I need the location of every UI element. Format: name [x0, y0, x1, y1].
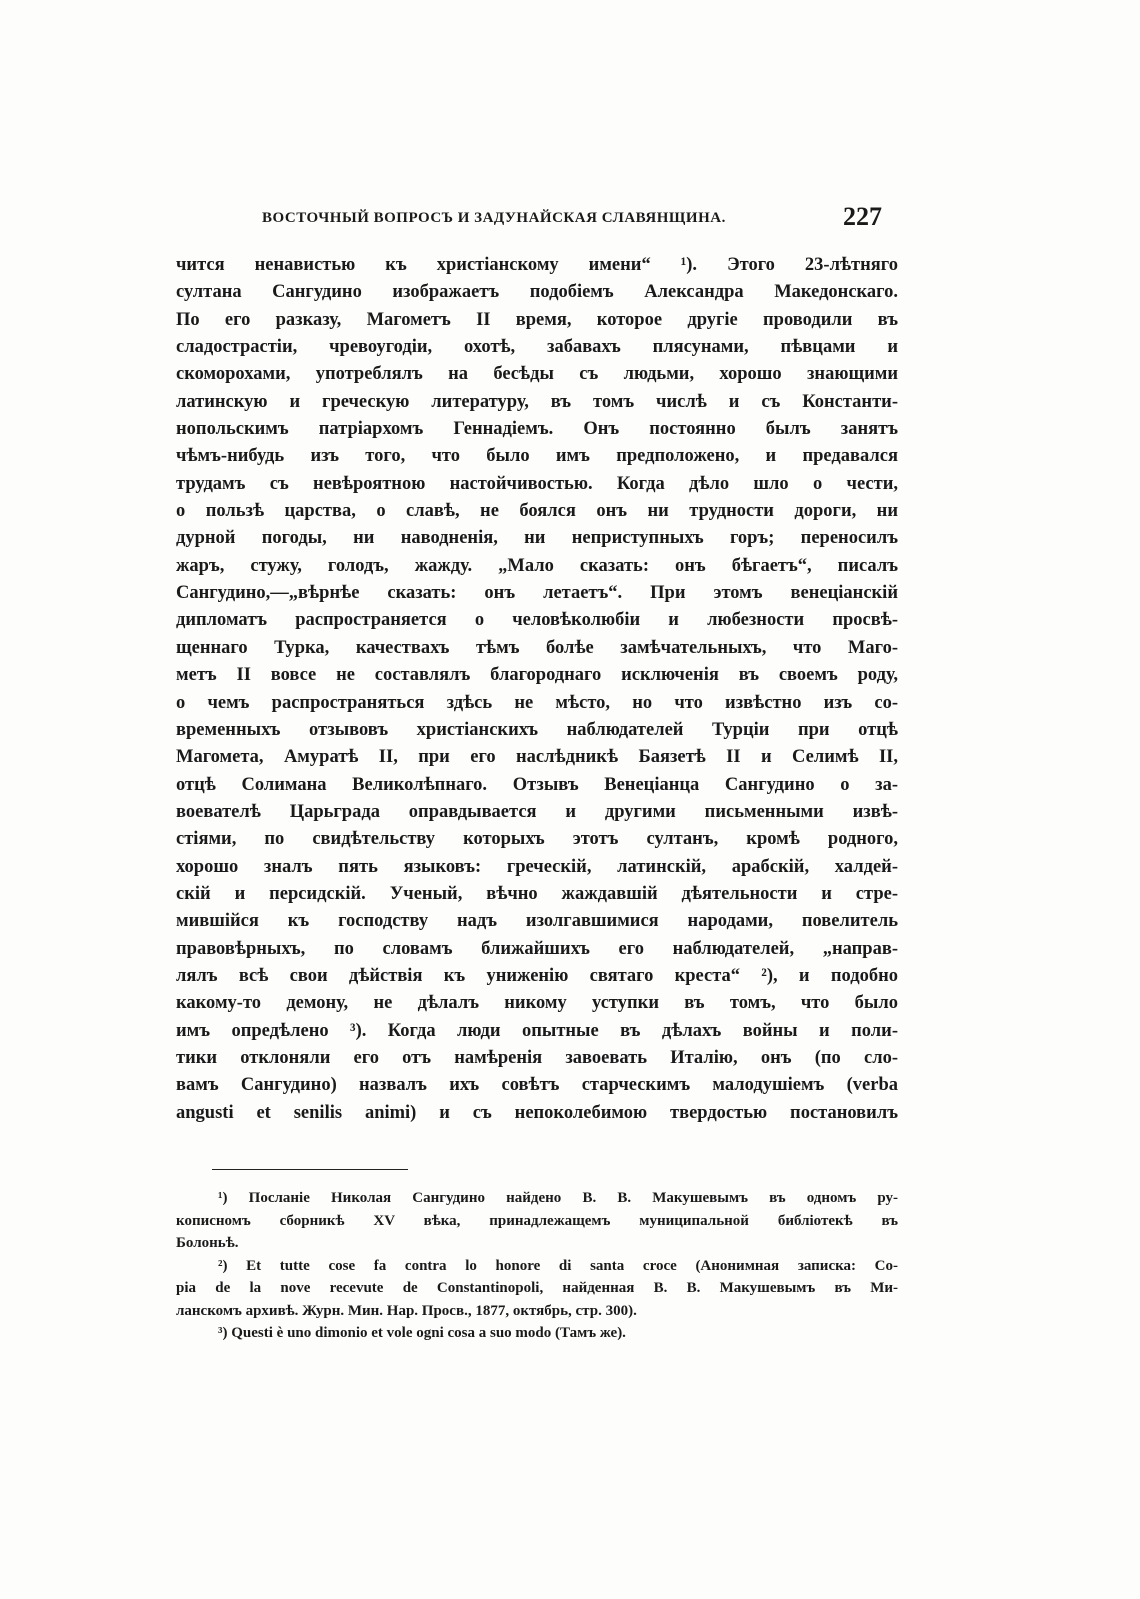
- running-head: [176, 202, 896, 232]
- body-line: лялъ всѣ свои дѣйствія къ униженію святаго креста“ ²), и подобно: [176, 965, 898, 986]
- body-line: Магомета, Амуратѣ II, при его наслѣдникѣ Баязетѣ II и Селимѣ II,: [176, 747, 898, 768]
- footnote-1-line: Болоньѣ.: [176, 1235, 239, 1251]
- body-line: чѣмъ-нибудь изъ того, что было имъ предположено, и предавался: [176, 446, 898, 467]
- body-line: щеннаго Турка, качествахъ тѣмъ болѣе замѣчательныхъ, что Маго-: [176, 637, 898, 658]
- body-line: какому-то демону, не дѣлалъ никому уступки въ томъ, что было: [176, 993, 898, 1014]
- body-line: метъ II вовсе не составлялъ благороднаго исключенія въ своемъ роду,: [176, 665, 898, 686]
- footnote-2-line: ланскомъ архивѣ. Журн. Мин. Нар. Просв., 1877, октябрь, стр. 300).: [176, 1302, 637, 1319]
- body-line: о чемъ распространяться здѣсь не мѣсто, но что извѣстно изъ со-: [176, 692, 898, 713]
- body-line: стіями, по свидѣтельству которыхъ этотъ султанъ, кромѣ родного,: [176, 829, 898, 850]
- body-line: чится ненавистью къ христіанскому имени“ ¹). Этого 23-лѣтняго: [176, 255, 898, 275]
- body-line: султана Сангудино изображаетъ подобіемъ Александра Македонскаго.: [176, 282, 898, 303]
- running-title: ВОСТОЧНЫЙ ВОПРОСЪ И ЗАДУНАЙСКАЯ СЛАВЯНЩИНА.: [262, 210, 726, 226]
- footnotes: [176, 1187, 898, 1345]
- body-text: [176, 252, 898, 1127]
- footnote-1-line: кописномъ сборникѣ XV вѣка, принадлежащемъ муниципальной библіотекѣ въ: [176, 1212, 898, 1229]
- footnote-3-line: ³) Questi è uno dimonio et vole ogni cosa a suo modo (Тамъ же).: [218, 1325, 626, 1341]
- body-line: дипломатъ распространяется о человѣколюбіи и любезности просвѣ-: [176, 610, 898, 631]
- page-number: 227: [843, 202, 882, 231]
- body-line: трудамъ съ невѣроятною настойчивостью. Когда дѣло шло о чести,: [176, 473, 898, 494]
- body-line: латинскую и греческую литературу, въ томъ числѣ и съ Константи-: [176, 391, 898, 412]
- body-line: отцѣ Солимана Великолѣпнаго. Отзывъ Венеціанца Сангудино о за-: [176, 774, 898, 795]
- body-line: нопольскимъ патріархомъ Геннадіемъ. Онъ постоянно былъ занятъ: [176, 419, 898, 440]
- body-line: имъ опредѣлено ³). Когда люди опытные въ дѣлахъ войны и поли-: [176, 1020, 898, 1041]
- body-line: скій и персидскій. Ученый, вѣчно жаждавшій дѣятельности и стре-: [176, 883, 898, 904]
- body-line: правовѣрныхъ, по словамъ ближайшихъ его наблюдателей, „направ-: [176, 938, 898, 959]
- body-line: дурной погоды, ни наводненія, ни неприступныхъ горъ; переносилъ: [176, 528, 898, 549]
- body-line: о пользѣ царства, о славѣ, не боялся онъ ни трудности дороги, ни: [176, 501, 898, 522]
- footnote-2-line: pia de la nove recevute de Constantinopoli, найденная В. В. Макушевымъ въ Ми-: [176, 1280, 898, 1296]
- body-line: сладострастіи, чревоугодіи, охотѣ, забавахъ плясунами, пѣвцами и: [176, 337, 898, 358]
- body-line: мившійся къ господству надъ изолгавшимися народами, повелитель: [176, 911, 898, 932]
- footnote-1-line: ¹) Посланіе Николая Сангудино найдено В. В. Макушевымъ въ одномъ ру-: [218, 1190, 898, 1206]
- footnote-divider: [212, 1169, 408, 1170]
- body-line: скоморохами, употреблялъ на бесѣды съ людьми, хорошо знающими: [176, 364, 898, 385]
- body-line: вамъ Сангудино) назвалъ ихъ совѣтъ старческимъ малодушіемъ (verba: [176, 1075, 898, 1096]
- body-line: тики отклоняли его отъ намѣренія завоевать Италію, онъ (по сло-: [176, 1047, 898, 1068]
- body-line: хорошо зналъ пять языковъ: греческій, латинскій, арабскій, халдей-: [176, 856, 898, 877]
- body-line: Сангудино,—„вѣрнѣе сказать: онъ летаетъ“. При этомъ венеціанскій: [176, 583, 898, 604]
- body-line: angusti et senilis animi) и съ непоколебимою твердостью постановилъ: [176, 1102, 898, 1123]
- body-line: По его разказу, Магометъ II время, которое другіе проводили въ: [176, 309, 898, 330]
- body-line: жаръ, стужу, голодъ, жажду. „Мало сказать: онъ бѣгаетъ“, писалъ: [176, 555, 898, 576]
- footnote-2-line: ²) Et tutte cose fa contra lo honore di santa croce (Анонимная записка: Co-: [218, 1257, 898, 1274]
- body-line: временныхъ отзывовъ христіанскихъ наблюдателей Турціи при отцѣ: [176, 719, 898, 740]
- body-line: воевателѣ Царьграда оправдывается и другими письменными извѣ-: [176, 801, 898, 822]
